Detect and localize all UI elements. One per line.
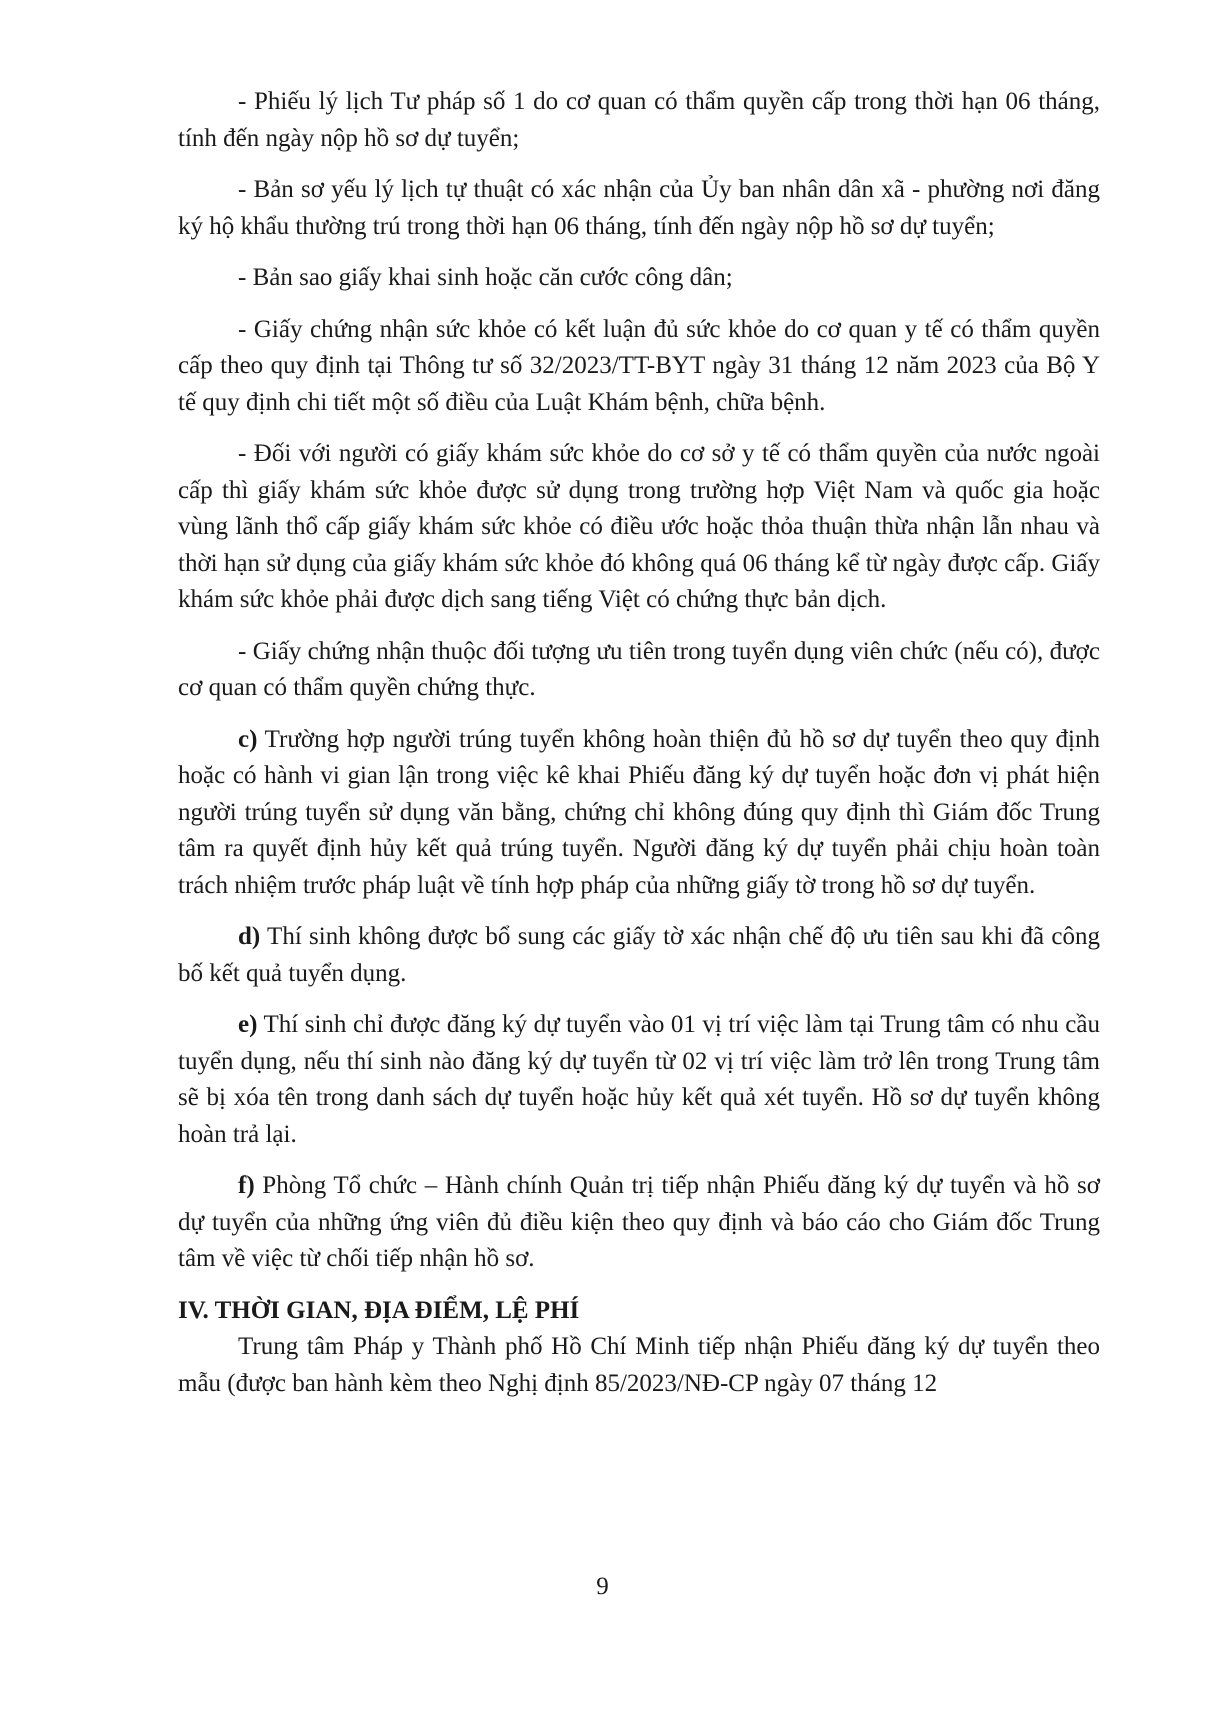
paragraph-lead: c)	[238, 725, 258, 753]
section-paragraph: Trung tâm Pháp y Thành phố Hồ Chí Minh tiếp nhận Phiếu đăng ký dự tuyển theo mẫu (được ban hành kèm theo Nghị định 85/2023/NĐ-CP ngày 07 tháng 12	[178, 1333, 1100, 1397]
paragraph-judicial-record	[178, 84, 1100, 157]
paragraph-text: - Đối với người có giấy khám sức khỏe do cơ sở y tế có thẩm quyền của nước ngoài cấp thì giấy khám sức khỏe được sử dụng trong trường hợp Việt Nam và quốc gia hoặc vùng lãnh thổ cấp giấy khám sức khỏe có điều ước hoặc thỏa thuận thừa nhận lẫn nhau và thời hạn sử dụng của giấy khám sức khỏe đó không quá 06 tháng kể từ ngày được cấp. Giấy khám sức khỏe phải được dịch sang tiếng Việt có chứng thực bản dịch.	[178, 440, 1100, 613]
paragraph-text: - Giấy chứng nhận sức khỏe có kết luận đủ sức khỏe do cơ quan y tế có thẩm quyền cấp theo quy định tại Thông tư số 32/2023/TT-BYT ngày 31 tháng 12 năm 2023 của Bộ Y tế quy định chi tiết một số điều của Luật Khám bệnh, chữa bệnh.	[178, 315, 1100, 416]
section-heading: IV. THỜI GIAN, ĐỊA ĐIỂM, LỆ PHÍ	[178, 1296, 580, 1324]
paragraph-lead: d)	[238, 923, 261, 950]
paragraph-birth-certificate	[178, 260, 1100, 297]
paragraph-item-e	[178, 1007, 1100, 1153]
document-body	[178, 84, 1100, 1417]
paragraph-priority-certificate	[178, 634, 1100, 707]
paragraph-item-f	[178, 1168, 1100, 1278]
paragraph-text: - Giấy chứng nhận thuộc đối tượng ưu tiên trong tuyển dụng viên chức (nếu có), được cơ quan có thẩm quyền chứng thực.	[178, 637, 1100, 701]
paragraph-foreign-health-certificate	[178, 436, 1100, 619]
paragraph-text: - Phiếu lý lịch Tư pháp số 1 do cơ quan có thẩm quyền cấp trong thời hạn 06 tháng, tính đến ngày nộp hồ sơ dự tuyển;	[178, 88, 1100, 152]
paragraph-item-d	[178, 919, 1100, 992]
paragraph-item-c	[178, 722, 1100, 905]
paragraph-health-certificate	[178, 312, 1100, 422]
paragraph-lead: e)	[238, 1011, 258, 1038]
paragraph-text: - Bản sơ yếu lý lịch tự thuật có xác nhận của Ủy ban nhân dân xã - phường nơi đăng ký hộ khẩu thường trú trong thời hạn 06 tháng, tính đến ngày nộp hồ sơ dự tuyển;	[178, 176, 1100, 240]
paragraph-curriculum-vitae	[178, 172, 1100, 245]
page-number: 9	[596, 1573, 609, 1600]
paragraph-text: - Bản sao giấy khai sinh hoặc căn cước công dân;	[238, 264, 733, 291]
paragraph-text: Trường hợp người trúng tuyển không hoàn thiện đủ hồ sơ dự tuyển theo quy định hoặc có hành vi gian lận trong việc kê khai Phiếu đăng ký dự tuyển hoặc đơn vị phát hiện người trúng tuyển sử dụng văn bằng, chứng chỉ không đúng quy định thì Giám đốc Trung tâm ra quyết định hủy kết quả trúng tuyển. Người đăng ký dự tuyển phải chịu hoàn toàn trách nhiệm trước pháp luật về tính hợp pháp của những giấy tờ trong hồ sơ dự tuyển.	[178, 725, 1100, 899]
paragraph-text: Phòng Tổ chức – Hành chính Quản trị tiếp nhận Phiếu đăng ký dự tuyển và hồ sơ dự tuyển của những ứng viên đủ điều kiện theo quy định và báo cáo cho Giám đốc Trung tâm về việc từ chối tiếp nhận hồ sơ.	[178, 1172, 1100, 1272]
paragraph-text: Thí sinh không được bổ sung các giấy tờ xác nhận chế độ ưu tiên sau khi đã công bố kết quả tuyển dụng.	[178, 923, 1100, 987]
paragraph-lead: f)	[238, 1172, 255, 1199]
paragraph-text: Thí sinh chỉ được đăng ký dự tuyển vào 01 vị trí việc làm tại Trung tâm có nhu cầu tuyển dụng, nếu thí sinh nào đăng ký dự tuyển từ 02 vị trí việc làm trở lên trong Trung tâm sẽ bị xóa tên trong danh sách dự tuyển hoặc hủy kết quả xét tuyển. Hồ sơ dự tuyển không hoàn trả lại.	[178, 1011, 1100, 1148]
